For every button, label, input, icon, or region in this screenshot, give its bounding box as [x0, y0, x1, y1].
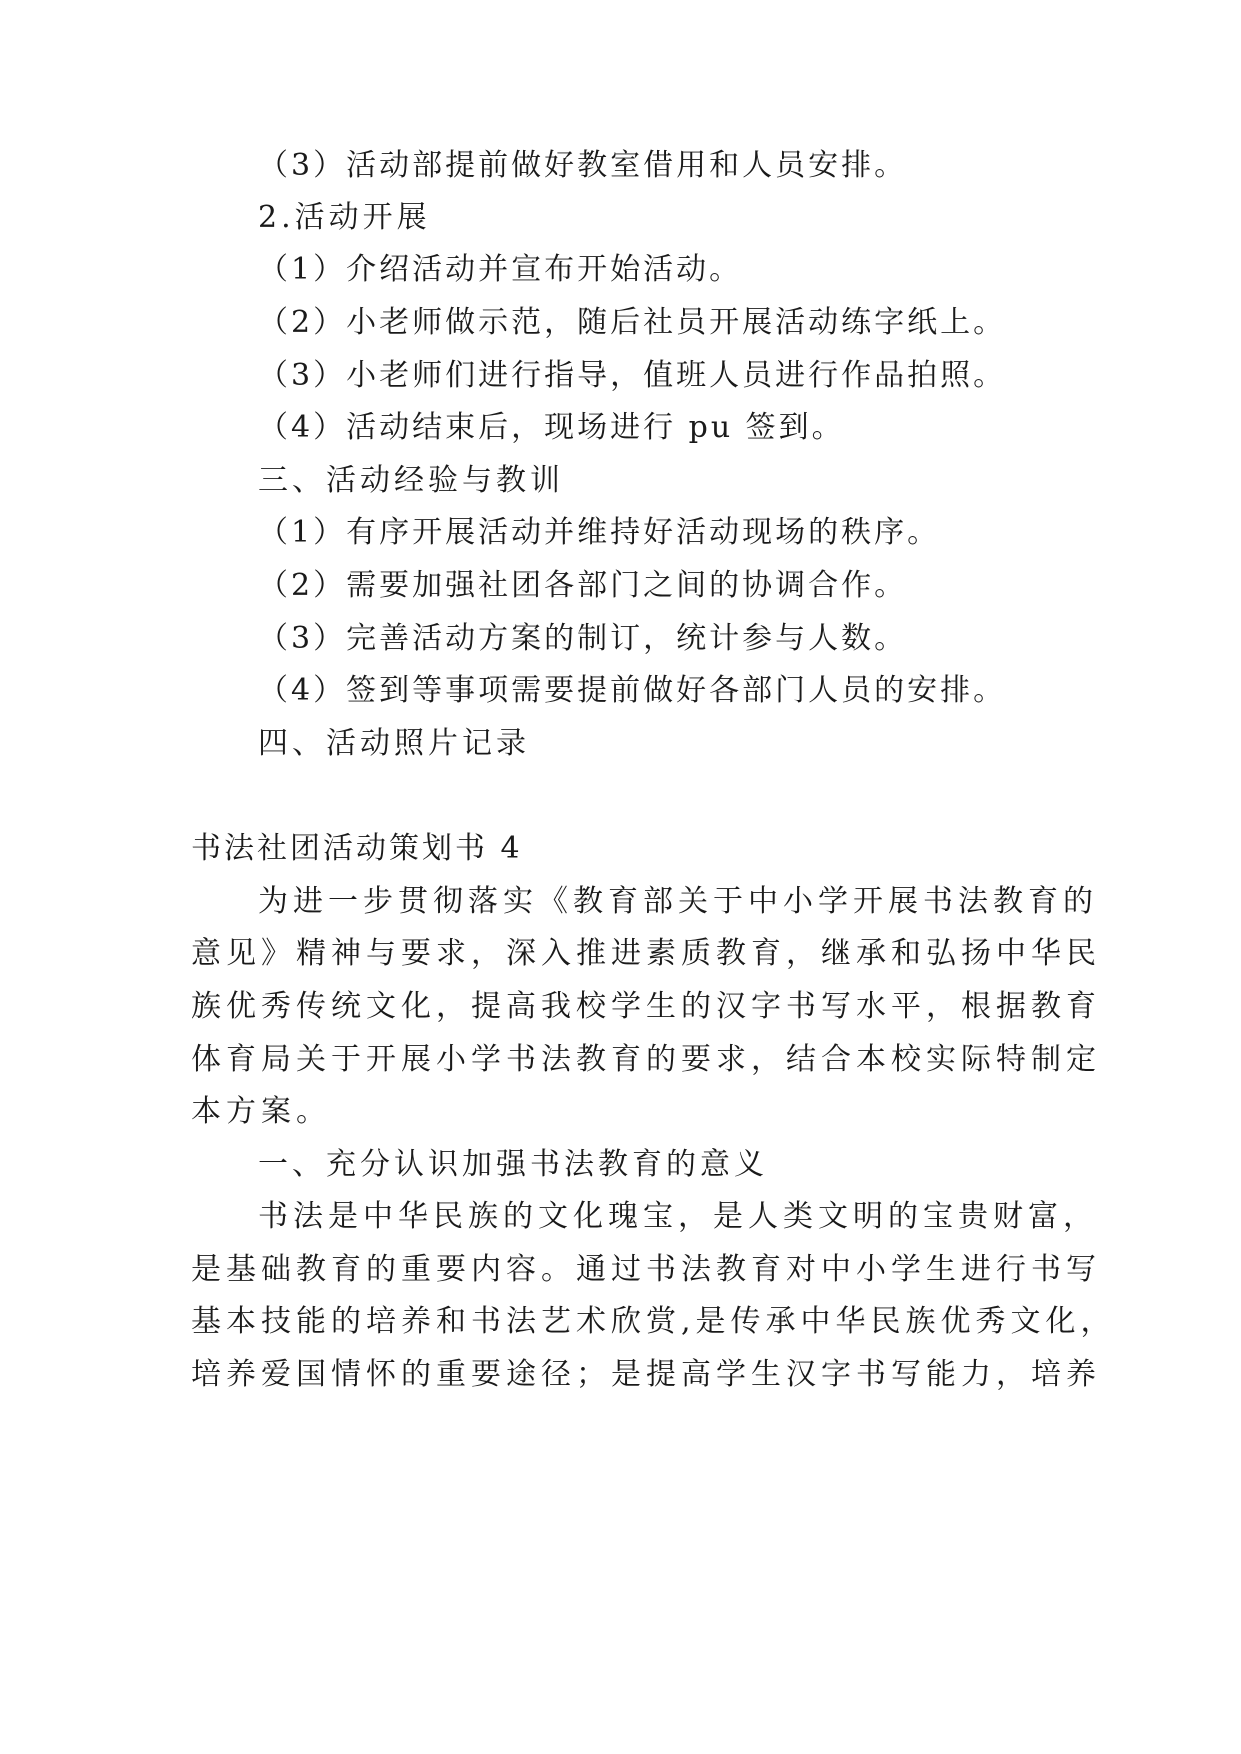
paragraph-line: 基本技能的培养和书法艺术欣赏,是传承中华民族优秀文化，: [191, 1304, 1116, 1339]
section-heading: 四、活动照片记录: [258, 726, 530, 761]
list-item: （4）签到等事项需要提前做好各部门人员的安排。: [258, 673, 1007, 708]
section-heading: 三、活动经验与教训: [258, 463, 564, 498]
paragraph-line: 书法是中华民族的文化瑰宝，是人类文明的宝贵财富，: [258, 1199, 1098, 1234]
document-title: 书法社团活动策划书 4: [191, 831, 523, 866]
list-item: （1）介绍活动并宣布开始活动。: [258, 252, 743, 287]
paragraph-line: 为进一步贯彻落实《教育部关于中小学开展书法教育的: [258, 884, 1098, 919]
list-item: （3）小老师们进行指导，值班人员进行作品拍照。: [258, 358, 1007, 393]
list-item: （3）活动部提前做好教室借用和人员安排。: [258, 148, 908, 183]
list-item: （3）完善活动方案的制订，统计参与人数。: [258, 621, 908, 656]
list-item: （4）活动结束后，现场进行 pu 签到。: [258, 410, 845, 445]
paragraph-line: 培养爱国情怀的重要途径；是提高学生汉字书写能力，培养: [191, 1357, 1101, 1392]
section-heading: 一、充分认识加强书法教育的意义: [258, 1147, 768, 1182]
paragraph-line: 体育局关于开展小学书法教育的要求，结合本校实际特制定: [191, 1042, 1101, 1077]
list-item: （2）小老师做示范，随后社员开展活动练字纸上。: [258, 305, 1007, 340]
list-item: （1）有序开展活动并维持好活动现场的秩序。: [258, 515, 941, 550]
paragraph-line: 族优秀传统文化，提高我校学生的汉字书写水平，根据教育: [191, 989, 1101, 1024]
section-heading: 2.活动开展: [258, 200, 431, 235]
paragraph-line: 是基础教育的重要内容。通过书法教育对中小学生进行书写: [191, 1252, 1101, 1287]
paragraph-line: 本方案。: [191, 1094, 331, 1129]
paragraph-line: 意见》精神与要求，深入推进素质教育，继承和弘扬中华民: [191, 936, 1101, 971]
list-item: （2）需要加强社团各部门之间的协调合作。: [258, 568, 908, 603]
